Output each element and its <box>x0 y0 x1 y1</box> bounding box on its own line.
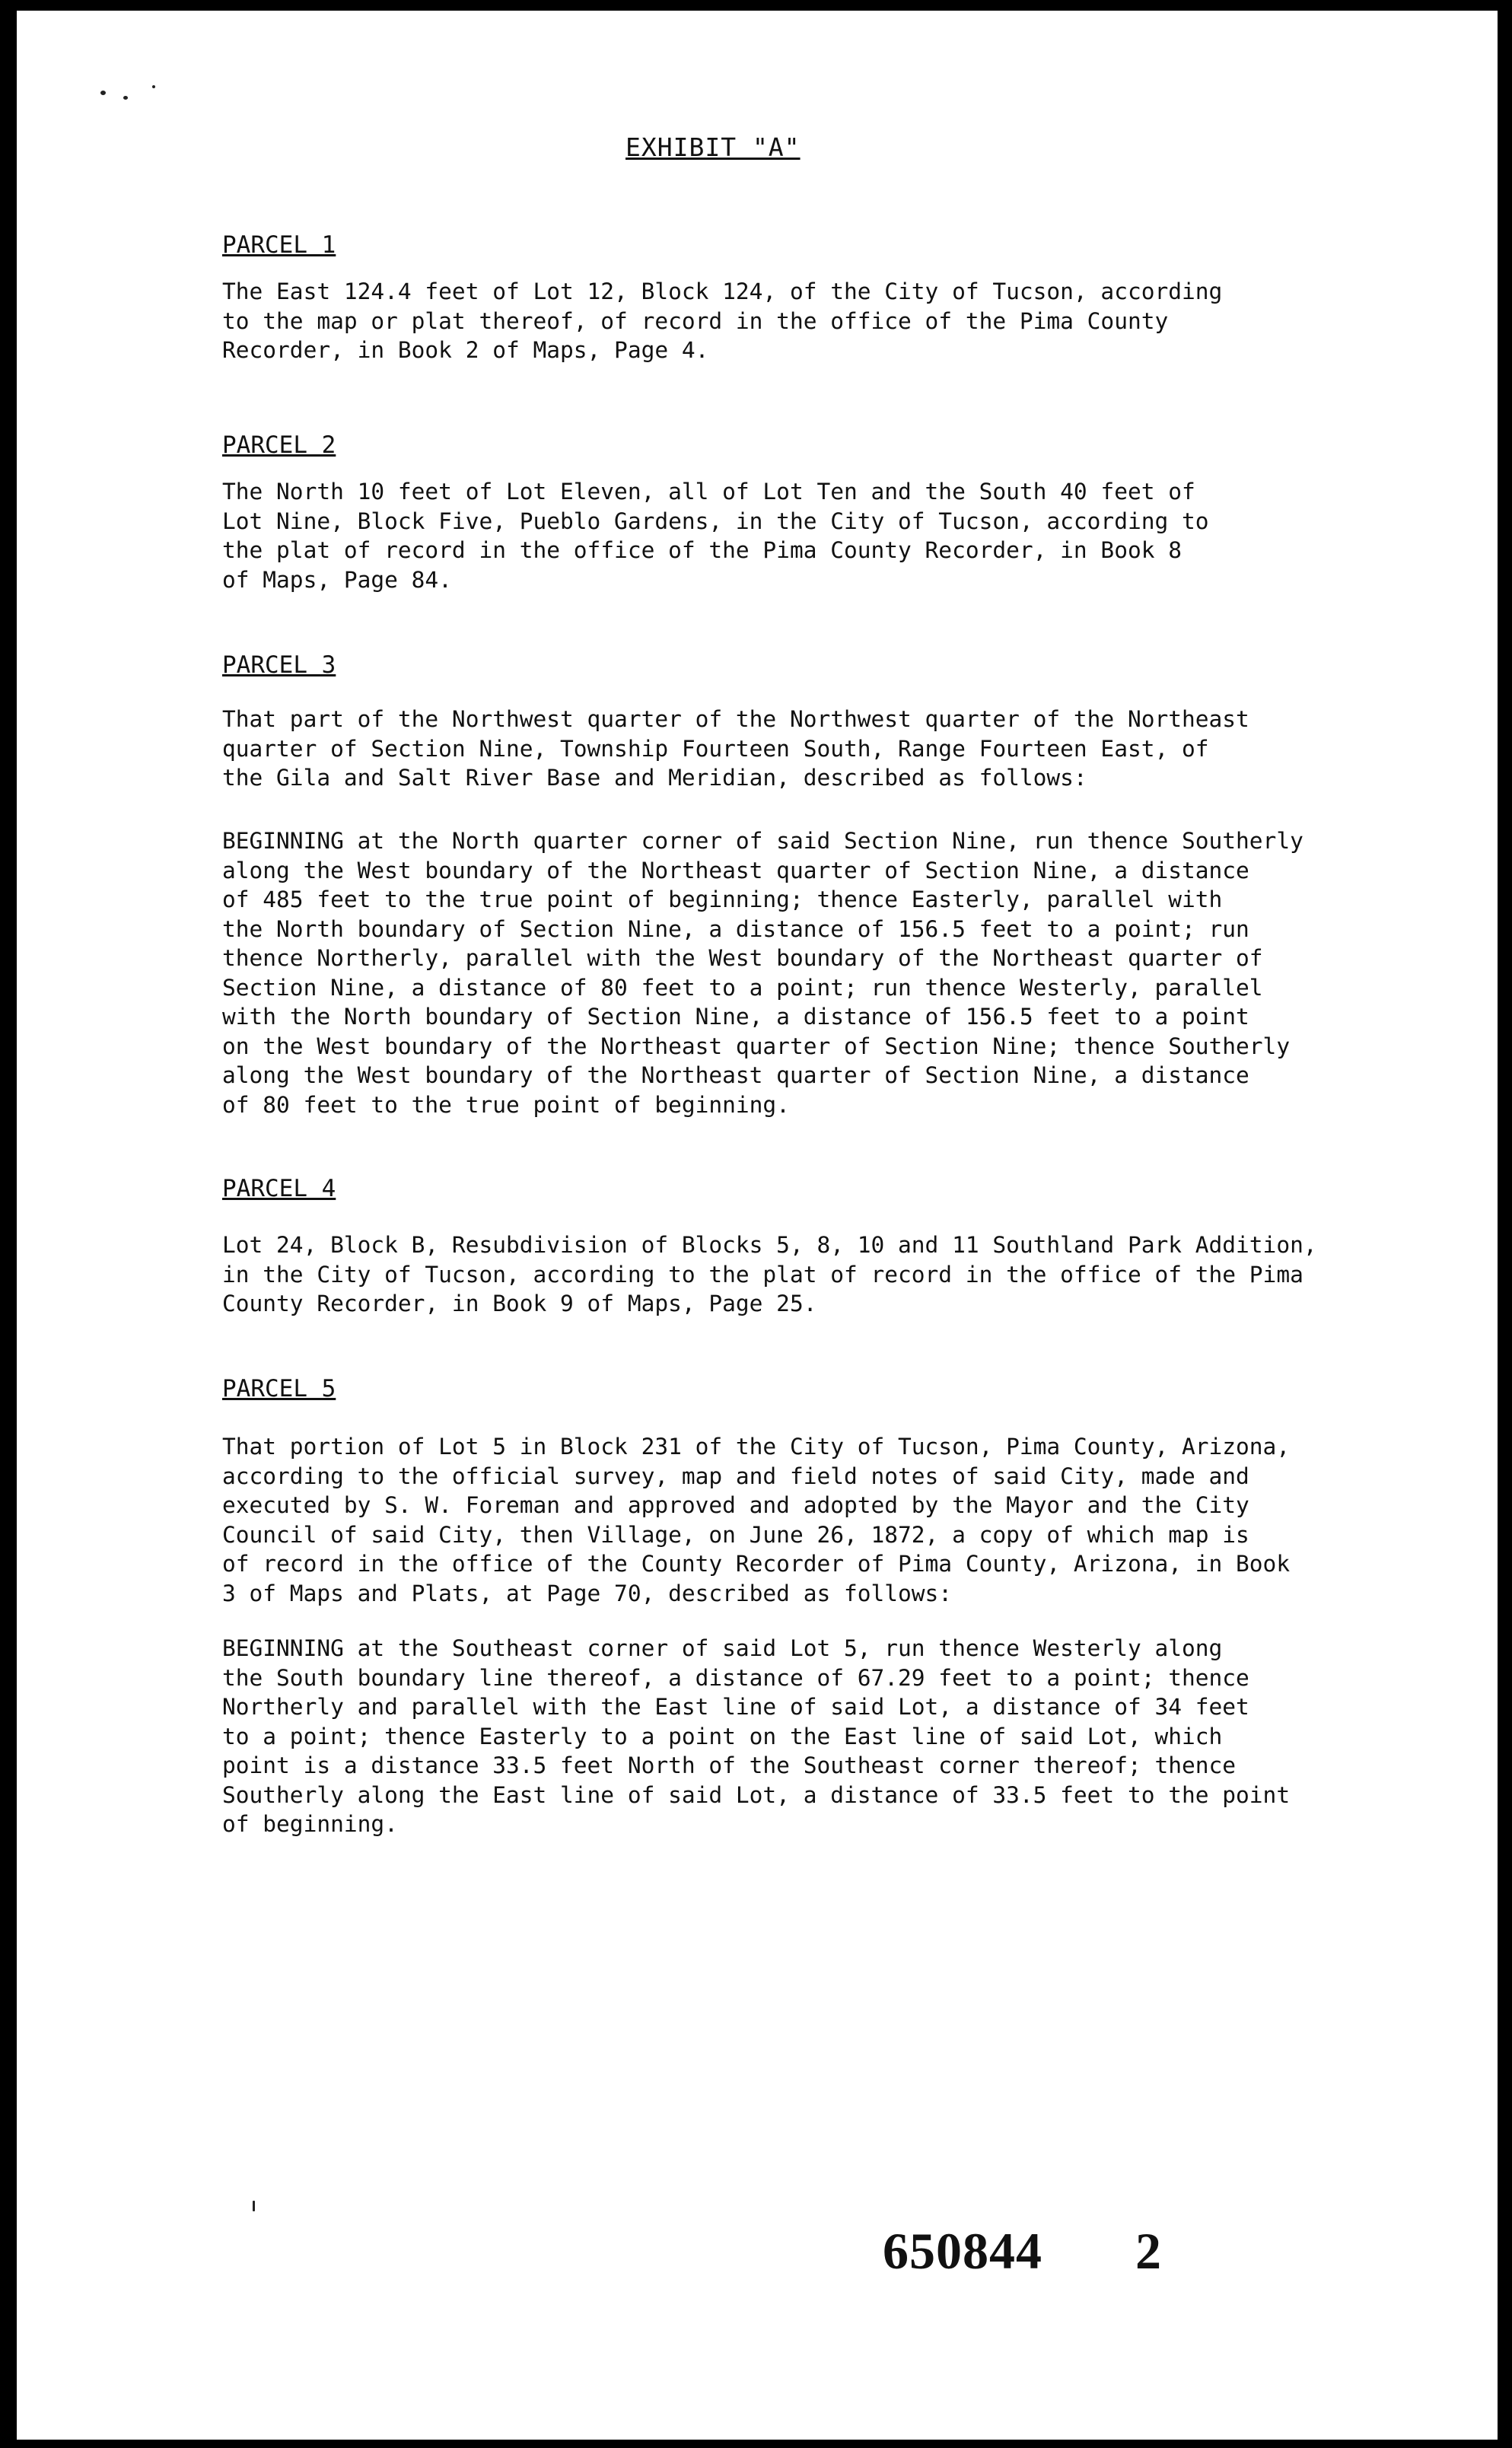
parcel-5-paragraph-1: That portion of Lot 5 in Block 231 of the City of Tucson, Pima County, Arizona, according to the official survey, map and field notes of said City, made and executed by S. W. Foreman and approved and adopted by the Mayor and the City Council of said City, then Village, on June 26, 1872, a copy of which map is of record in the office of the County Recorder of Pima County, Arizona, in Book 3 of Maps and Plats, at Page 70, described as follows: <box>222 1434 1291 1606</box>
page-number: 2 <box>1135 2222 1161 2280</box>
parcel-3-paragraph-1: That part of the Northwest quarter of the Northwest quarter of the Northeast quarter of Section Nine, Township Fourteen South, Range Fourteen East, of the Gila and Salt River Base and Meridian, described as follows: <box>222 706 1249 791</box>
parcel-2-heading: PARCEL 2 <box>222 431 336 459</box>
parcel-4-paragraph: Lot 24, Block B, Resubdivision of Blocks 5, 8, 10 and 11 Southland Park Addition, in the City of Tucson, according to the plat of record in the office of the Pima County Recorder, in Book 9 of Maps, Page 25. <box>222 1232 1317 1316</box>
parcel-3-paragraph-2: BEGINNING at the North quarter corner of said Section Nine, run thence Southerly along the West boundary of the Northeast quarter of Section Nine, a distance of 485 feet to the true point of beginning; thence Easterly, parallel with the North boundary of Section Nine, a distance of 156.5 feet to a point; run thence Northerly, parallel with the West boundary of the Northeast quarter of Section Nine, a distance of 80 feet to a point; run thence Westerly, parallel with the North boundary of Section Nine, a distance of 156.5 feet to a point on the West boundary of the Northeast quarter of Section Nine; thence Southerly along the West boundary of the Northeast quarter of Section Nine, a distance of 80 feet to the true point of beginning. <box>222 828 1304 1118</box>
scan-speck <box>123 96 128 100</box>
exhibit-title: EXHIBIT "A" <box>625 132 801 162</box>
parcel-2-paragraph: The North 10 feet of Lot Eleven, all of Lot Ten and the South 40 feet of Lot Nine, Block Five, Pueblo Gardens, in the City of Tucson, according to the plat of record in the office of the Pima County Recorder, in Book 8 of Maps, Page 84. <box>222 479 1209 593</box>
document-number: 650844 <box>883 2222 1042 2280</box>
parcel-1-paragraph: The East 124.4 feet of Lot 12, Block 124, of the City of Tucson, according to the map or plat thereof, of record in the office of the Pima County Recorder, in Book 2 of Maps, Page 4. <box>222 279 1223 363</box>
parcel-5-heading: PARCEL 5 <box>222 1375 336 1402</box>
scan-speck <box>100 91 106 95</box>
parcel-5-paragraph-2: BEGINNING at the Southeast corner of said Lot 5, run thence Westerly along the South boundary line thereof, a distance of 67.29 feet to a point; thence Northerly and parallel with the East line of said Lot, a distance of 34 feet to a point; thence Easterly to a point on the East line of said Lot, which point is a distance 33.5 feet North of the Southeast corner thereof; thence Southerly along the East line of said Lot, a distance of 33.5 feet to the point of beginning. <box>222 1635 1291 1837</box>
parcel-3-heading: PARCEL 3 <box>222 651 336 679</box>
scan-speck <box>253 2201 255 2211</box>
document-page <box>17 11 1498 2440</box>
parcel-4-heading: PARCEL 4 <box>222 1175 336 1202</box>
parcel-1-heading: PARCEL 1 <box>222 231 336 259</box>
scan-speck <box>152 85 155 88</box>
